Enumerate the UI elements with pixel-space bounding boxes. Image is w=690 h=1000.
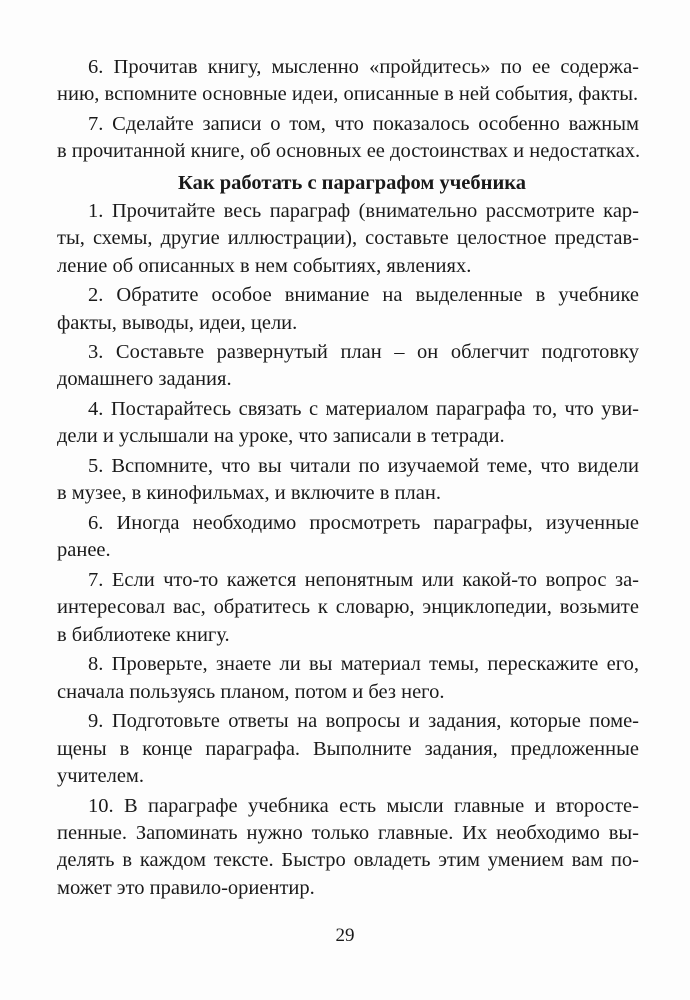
text-line: учителем.: [57, 765, 145, 788]
text-line: нию, вспомните основные идеи, описанные в ней события, факты.: [57, 83, 639, 106]
text-line: 8. Проверьте, знаете ли вы материал темы, перескажите его,: [88, 653, 639, 676]
page-number: 29: [335, 925, 355, 946]
text-line: ранее.: [57, 539, 111, 562]
text-line: ты, схемы, другие иллюстрации), составьте целостное представ-: [57, 227, 639, 250]
text-line: 3. Составьте развернутый план – он облегчит подготовку: [88, 341, 639, 364]
numbered-paragraph: [57, 111, 639, 166]
text-line: ление об описанных в нем событиях, явлениях.: [57, 254, 472, 277]
numbered-paragraph: [57, 651, 639, 706]
text-line: в прочитанной книге, об основных ее достоинствах и недостатках.: [57, 140, 641, 163]
text-line: 1. Прочитайте весь параграф (внимательно рассмотрите кар-: [88, 199, 639, 222]
numbered-paragraph: [57, 510, 639, 565]
text-line: дели и услышали на уроке, что записали в тетради.: [57, 425, 505, 448]
section-heading: Как работать с параграфом учебника: [177, 171, 527, 194]
text-line: в библиотеке книгу.: [57, 623, 230, 646]
text-line: домашнего задания.: [57, 368, 232, 391]
text-line: щены в конце параграфа. Выполните задания, предложенные: [57, 737, 639, 760]
page-text: [57, 54, 639, 904]
text-line: 4. Постарайтесь связать с материалом параграфа то, что уви-: [88, 398, 639, 421]
text-line: пенные. Запоминать нужно только главные. Их необходимо вы-: [57, 822, 639, 845]
numbered-paragraph: [57, 793, 639, 903]
numbered-paragraph: [57, 198, 639, 280]
text-line: может это правило-ориентир.: [57, 876, 315, 899]
section-items: [57, 198, 639, 902]
numbered-paragraph: [57, 567, 639, 649]
text-line: 5. Вспомните, что вы читали по изучаемой теме, что видели: [88, 455, 639, 478]
numbered-paragraph: [57, 339, 639, 394]
text-line: делять в каждом тексте. Быстро овладеть этим умением вам по-: [57, 849, 639, 872]
numbered-paragraph: [57, 708, 639, 790]
numbered-paragraph: [57, 54, 639, 109]
text-line: 6. Иногда необходимо просмотреть параграфы, изученные: [88, 511, 639, 534]
text-line: 9. Подготовьте ответы на вопросы и задания, которые поме-: [88, 710, 639, 733]
numbered-paragraph: [57, 453, 639, 508]
text-line: факты, выводы, идеи, цели.: [57, 311, 298, 334]
text-line: сначала пользуясь планом, потом и без него.: [57, 680, 445, 703]
text-line: 6. Прочитав книгу, мысленно «пройдитесь» по ее содержа-: [88, 56, 639, 78]
text-line: 7. Сделайте записи о том, что показалось особенно важным: [88, 112, 639, 135]
numbered-paragraph: [57, 282, 639, 337]
text-line: 10. В параграфе учебника есть мысли главные и второсте-: [88, 794, 639, 817]
intro-items: [57, 54, 639, 166]
text-line: 7. Если что-то кажется непонятным или какой-то вопрос за-: [88, 568, 639, 591]
text-line: интересовал вас, обратитесь к словарю, энциклопедии, возьмите: [57, 596, 639, 619]
text-line: в музее, в кинофильмах, и включите в план.: [57, 482, 441, 505]
text-line: 2. Обратите особое внимание на выделенные в учебнике: [88, 284, 639, 307]
numbered-paragraph: [57, 396, 639, 451]
